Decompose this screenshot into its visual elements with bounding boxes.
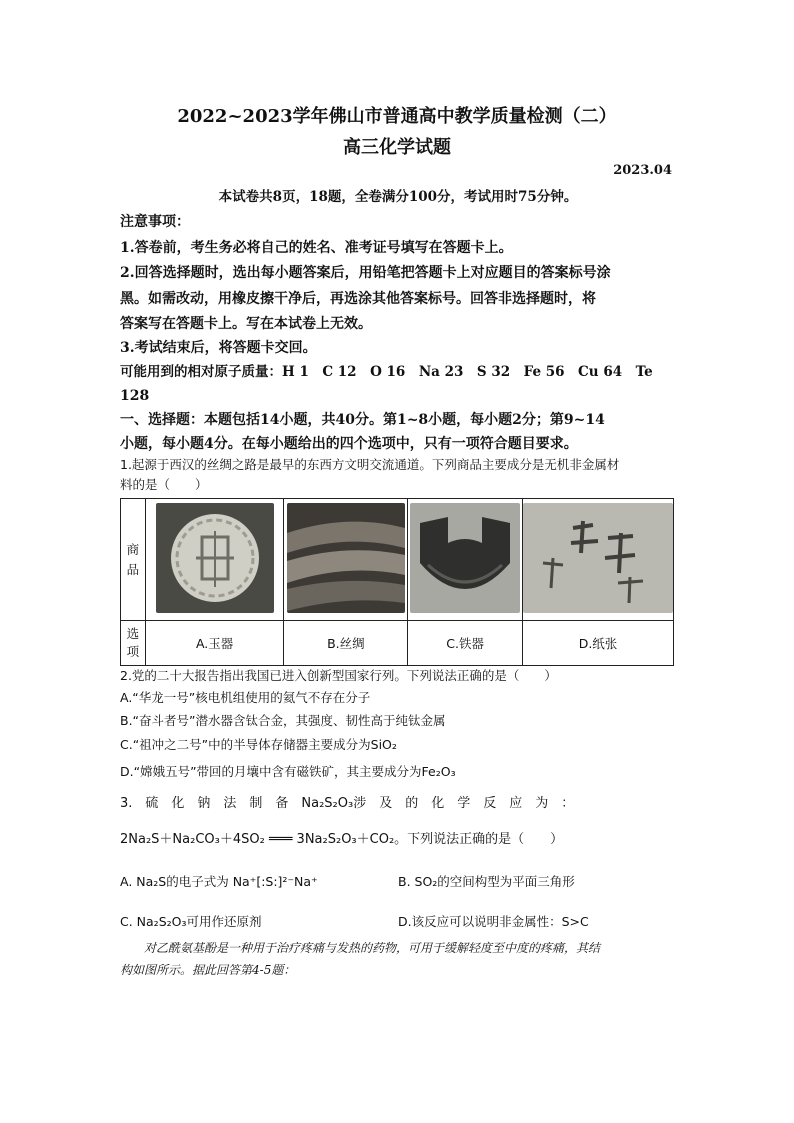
q1-goods-table xyxy=(120,498,674,666)
atomic-masses-cont: 128 xyxy=(120,388,150,404)
q1-option-b[interactable]: B.丝绸 xyxy=(284,621,408,666)
q1-option-c[interactable]: C.铁器 xyxy=(408,621,523,666)
q2-option-d[interactable]: D.“嫦娥五号”带回的月壤中含有磁铁矿，其主要成分为Fe₂O₃ xyxy=(120,764,456,779)
paper-artifact-image xyxy=(523,503,673,613)
q3-option-a[interactable]: A. Na₂S的电子式为 Na⁺[:S:]²⁻Na⁺ xyxy=(120,874,318,889)
iron-image-cell xyxy=(408,499,523,621)
exam-info: 本试卷共8页，18题，全卷满分100分，考试用时75分钟。 xyxy=(218,189,578,205)
exam-title: 2022~2023学年佛山市普通高中教学质量检测（二） xyxy=(177,106,617,127)
q3-option-b[interactable]: B. SO₂的空间构型为平面三角形 xyxy=(398,874,575,889)
notes-item-1: 1.答卷前，考生务必将自己的姓名、准考证号填写在答题卡上。 xyxy=(120,240,513,256)
exam-date: 2023.04 xyxy=(613,163,672,178)
notes-item-3: 3.考试结束后，将答题卡交回。 xyxy=(120,340,317,356)
paper-image-cell xyxy=(523,499,674,621)
q2-option-c[interactable]: C.“祖冲之二号”中的半导体存储器主要成分为SiO₂ xyxy=(120,737,397,752)
jade-artifact-image xyxy=(156,503,274,613)
q3-option-c[interactable]: C. Na₂S₂O₃可用作还原剂 xyxy=(120,914,262,929)
table-row-label-options: 选项 xyxy=(121,621,146,666)
silk-image-cell xyxy=(284,499,408,621)
atomic-masses: 可能用到的相对原子质量：H 1 C 12 O 16 Na 23 S 32 Fe 56 Cu 64 Te xyxy=(120,364,653,380)
passage-line-1: 对乙酰氨基酚是一种用于治疗疼痛与发热的药物，可用于缓解轻度至中度的疼痛，其结 xyxy=(144,941,601,955)
q1-stem-1: 1.起源于西汉的丝绸之路是最早的东西方文明交流通道。下列商品主要成分是无机非金属材 xyxy=(120,457,620,472)
q3-equation: 2Na₂S＋Na₂CO₃＋4SO₂ ═══ 3Na₂S₂O₃＋CO₂。下列说法正确的是（ ） xyxy=(120,832,564,847)
notes-heading: 注意事项： xyxy=(120,214,190,230)
table-row-label-goods: 商品 xyxy=(121,499,146,621)
jade-image-cell xyxy=(145,499,284,621)
notes-item-2a: 2.回答选择题时，选出每小题答案后，用铅笔把答题卡上对应题目的答案标号涂 xyxy=(120,265,611,281)
q3-option-d[interactable]: D.该反应可以说明非金属性：S>C xyxy=(398,914,589,929)
q1-option-d[interactable]: D.纸张 xyxy=(523,621,674,666)
notes-item-2b: 黑。如需改动，用橡皮擦干净后，再选涂其他答案标号。回答非选择题时，将 xyxy=(120,291,596,307)
notes-item-2c: 答案写在答题卡上。写在本试卷上无效。 xyxy=(120,316,372,332)
q1-option-a[interactable]: A.玉器 xyxy=(145,621,284,666)
q1-stem-2: 料的是（ ） xyxy=(120,477,208,492)
iron-artifact-image xyxy=(410,503,520,613)
q2-option-a[interactable]: A.“华龙一号”核电机组使用的氦气不存在分子 xyxy=(120,690,371,705)
section1-line2: 小题，每小题4分。在每小题给出的四个选项中，只有一项符合题目要求。 xyxy=(120,436,578,452)
q3-stem: 3. 硫 化 钠 法 制 备 Na₂S₂O₃涉 及 的 化 学 反 应 为 ： xyxy=(120,796,575,811)
passage-line-2: 构如图所示。据此回答第4-5题： xyxy=(120,963,296,977)
q2-stem: 2.党的二十大报告指出我国已进入创新型国家行列。下列说法正确的是（ ） xyxy=(120,668,557,683)
exam-subtitle: 高三化学试题 xyxy=(343,137,451,158)
silk-artifact-image xyxy=(287,503,405,613)
q2-option-b[interactable]: B.“奋斗者号”潜水器含钛合金，其强度、韧性高于纯钛金属 xyxy=(120,713,446,728)
section1-line1: 一、选择题：本题包括14小题，共40分。第1~8小题，每小题2分；第9~14 xyxy=(120,412,605,428)
